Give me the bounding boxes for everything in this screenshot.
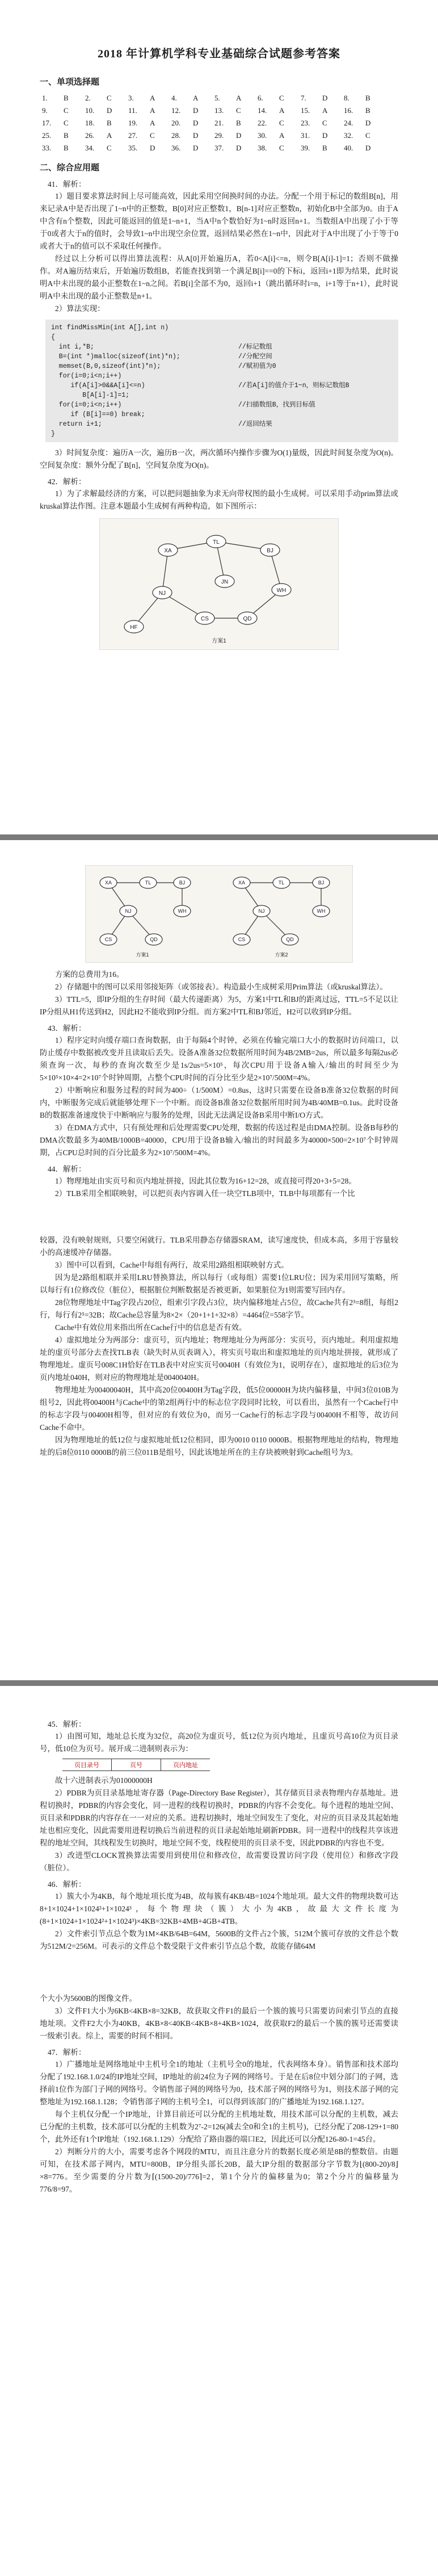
- code-line: [51, 400, 393, 410]
- question-43-heading: 43．解析：: [48, 1024, 86, 1033]
- answer-choice: C: [322, 119, 327, 127]
- answer-number: 28.: [171, 131, 181, 140]
- code-text: for(i=0;i<n;i++): [51, 372, 122, 380]
- code-line: [51, 333, 393, 342]
- q46-paragraph: 个大小为5600B的图像文件。: [40, 1994, 137, 2003]
- answer-choice: D: [150, 144, 155, 152]
- q42-paragraph: 方案的总费用为16。: [55, 970, 124, 979]
- question-45-heading: 45．解析：: [48, 1720, 86, 1728]
- answer-number: 14.: [258, 106, 267, 115]
- answer-choice: A: [193, 94, 199, 102]
- answer-number: 1.: [42, 94, 48, 102]
- node-label: QD: [286, 937, 294, 942]
- q46-paragraph: 3）文件F1大小为6KB<4KB×8=32KB，故获取文件F1的最后一个簇的簇号只需要访问索引节点的直接地址项。文件F2大小为40KB，4KB×8<40KB<4KB×8+4KB×1024，故获取F2的最后一个簇的簇号还需要读一级索引表。综上，需要的时间不相同。: [40, 2007, 398, 2040]
- q47-paragraph: 1）广播地址是网络地址中主机号全1的地址（主机号全0的地址，代表网络本身）。销售部和技术部均分配了192.168.1.0/24的IP地址空间，IP地址的前24位为子网的网络号。于是在后8位中划分部门的子网，选择前1位作为部门子网的网络号。令销售部子网的网络号为0，技术部子网的网络号为1，则技术部子网的完整地址为192.168.1.128；令销售部子网的主机号全1，可以得到该部门的广播地址为192.168.1.127。: [40, 2060, 398, 2106]
- answer-choice: A: [279, 106, 285, 115]
- q42-paragraph: 2）存储题中的图可以采用邻接矩阵（或邻接表）。构造最小生成树采用Prim算法（或kruskal算法）。: [55, 983, 388, 991]
- q41-paragraph: 1）题目要求算法时间上尽可能高效，因此采用空间换时间的办法。分配一个用于标记的数组B[n]，用来记录A中是否出现了1~n中的正整数，B[0]对应正整数1，B[n-1]对应正整数n，初始化B中全部为0。由于A中含有n个整数，因此可能返回的值是1~n+1，当A中n个数恰好为1~n时返回n+1。当数组A中出现了小于等于0或者大于n的值时，会导致1~n中出现空余位置，返回结果必然在1~n中，因此对于A中出现了小于等于0或者大于n的值可以不采取任何操作。: [40, 192, 398, 250]
- answer-choice: D: [107, 106, 112, 115]
- answer-choice: B: [365, 106, 370, 115]
- page-3: [0, 1686, 438, 2576]
- q44-paragraph: 2）TLB采用全相联映射，可以把页表内容调入任一块空TLB项中，TLB中每项都有一个比: [55, 1189, 355, 1198]
- q41-paragraph: 经过以上分析可以得出算法流程：从A[0]开始遍历A，若0<A[i]<=n，则令B[A[i]-1]=1；否则不做操作。对A遍历结束后，开始遍历数组B，若能查找到第一个满足B[i]==0的下标i，返回i+1即为结果，此时说明A中未出现的最小正整数在1~n之间。若B[i]全部不为0，返回i+1（跳出循环时i=n，i+1等于n+1），此时说明A中未出现的最小正整数是n+1。: [40, 254, 398, 300]
- answer-number: 21.: [214, 119, 224, 127]
- code-text: B=(int *)malloc(sizeof(int)*n);: [51, 353, 180, 360]
- answer-choice: D: [322, 94, 328, 102]
- answer-choice: C: [107, 144, 112, 152]
- q44-paragraph: 因为是2路组相联并采用LRU替换算法，所以每行（或每组）需要1位LRU位；因为采用回写策略，所以每行有1位修改位（脏位），根据脏位判断数据是否被更新，如果脏位为1则需要写回内存。: [40, 1273, 398, 1294]
- code-comment: //标记数组: [238, 343, 272, 351]
- code-comment: //返回结果: [238, 421, 272, 428]
- answer-row: [42, 117, 387, 129]
- question-46-heading: 46．解析：: [48, 1880, 86, 1889]
- code-line: [51, 419, 393, 429]
- answer-choice: C: [64, 119, 69, 127]
- node-label: NJ: [125, 908, 132, 914]
- answer-choice: D: [193, 119, 199, 127]
- addr-field-label: 页目录号: [62, 1759, 112, 1771]
- q42-paragraph: 3）TTL=5，即IP分组的生存时间（最大传递距离）为5，方案1中TL和BJ的距离过远，TTL=5不足以让IP分组从H1传送到H2，因此H2不能收到IP分组。而方案2中TL和BJ邻近，H2可以收到IP分组。: [40, 995, 398, 1016]
- answer-choice: C: [236, 106, 241, 115]
- answer-row: [42, 92, 387, 104]
- answer-choice: B: [64, 94, 69, 102]
- figure-caption: 方案1: [212, 638, 226, 644]
- answer-number: 9.: [42, 106, 48, 115]
- answer-row: [42, 142, 387, 154]
- answer-choice: B: [107, 119, 112, 127]
- node-label: XA: [164, 548, 172, 554]
- node-label: JN: [221, 579, 229, 585]
- answer-choice: B: [365, 94, 370, 102]
- code-line: [51, 323, 393, 333]
- graph-plan-1: [99, 518, 339, 650]
- node-label: BJ: [267, 548, 273, 554]
- answer-number: 39.: [301, 144, 310, 152]
- answer-number: 33.: [42, 144, 52, 152]
- answer-number: 35.: [128, 144, 138, 152]
- code-comment: //若A[i]的值介于1~n，则标记数组B: [238, 382, 349, 389]
- answer-number: 8.: [344, 94, 349, 102]
- answer-number: 19.: [128, 119, 138, 127]
- q43-paragraph: 1）程序定时向缓存端口查询数据，由于每隔4个时钟，必须在传输完端口大小的数据时访问端口，以防止缓存中数据被改变并且读取后丢失。设备A准备32位数据所用时间为4B/2MB=2us，所以最多每隔2us必须查询一次，每秒的查询次数至少是1s/2us=5×10⁵，每次CPU用于设备A输入/输出的时间至少为5×10⁵×10×4=2×10⁷个时钟周期，占整个CPU时间的百分比至少是2×10⁷/500M=4%。: [40, 1036, 398, 1082]
- node-label: TL: [278, 880, 285, 886]
- answer-number: 15.: [301, 106, 310, 115]
- code-text: B[A[i]-1]=1;: [51, 392, 130, 399]
- answer-number: 40.: [344, 144, 353, 152]
- answer-choice: C: [150, 131, 155, 140]
- node-label: CS: [104, 937, 112, 942]
- code-line: [51, 362, 393, 371]
- answer-number: 10.: [85, 106, 95, 115]
- answer-number: 24.: [344, 119, 353, 127]
- answer-number: 17.: [42, 119, 52, 127]
- code-text: {: [51, 334, 55, 341]
- answer-choice: D: [322, 131, 328, 140]
- addr-field-label: 页内地址: [173, 1762, 198, 1769]
- q45-caption: 故十六进制表示为01000000H: [55, 1776, 153, 1785]
- q43-paragraph: 3）在DMA方式中，只有预处理和后处理需要CPU处理，数据的传送过程是由DMA控制。设备B每秒的DMA次数最多为40MB/1000B=40000，CPU用于设备B输入/输出的时间最多为40000×500=2×10⁷个时钟周期，占CPU总时间的百分比最多为2×10⁷/500M=4%。: [40, 1123, 398, 1157]
- section-heading-comprehensive: 二、综合应用题: [40, 163, 100, 173]
- q44-paragraph: 4）虚拟地址分为两部分：虚页号，页内地址；物理地址分为两部分：实页号，页内地址。利用虚拟地址的虚页号部分去查找TLB表（缺失时从页表调入），将实页号取出和虚拟地址的页内地址拼接，就形成了物理地址。虚页号008C1H恰好在TLB表中对应实页号0040H（有效位为1，说明存在），虚拟地址的后3位为页内地址040H，则对应的物理地址是0040040H。: [40, 1336, 398, 1382]
- answer-row: [42, 129, 387, 142]
- answer-choice: C: [279, 119, 284, 127]
- node-label: NJ: [158, 590, 166, 597]
- node-label: CS: [238, 937, 246, 942]
- answer-number: 29.: [214, 131, 224, 140]
- answer-number: 26.: [85, 131, 95, 140]
- answer-choice: A: [279, 131, 285, 140]
- answer-choice: D: [236, 131, 242, 140]
- answer-choice: C: [279, 94, 284, 102]
- answer-choice: D: [365, 119, 371, 127]
- answer-choice: D: [236, 144, 242, 152]
- answer-choice: C: [365, 131, 370, 140]
- node-label: BJ: [179, 880, 186, 886]
- answer-choice: A: [150, 119, 155, 127]
- node-label: TL: [213, 539, 220, 546]
- q44-paragraph: 1）物理地址由实页号和页内地址拼接，因此其位数为16+12=28，或直接可得20+3+5=28。: [55, 1177, 356, 1185]
- code-text: if(A[i]>0&&A[i]<=n): [51, 382, 145, 389]
- answer-number: 16.: [344, 106, 353, 115]
- answer-number: 23.: [301, 119, 310, 127]
- node-label: WH: [276, 588, 287, 594]
- answer-number: 7.: [301, 94, 306, 102]
- answer-choice: A: [236, 94, 242, 102]
- answer-choice: C: [107, 94, 112, 102]
- code-text: for(i=0;i<n;i++): [51, 401, 122, 409]
- answer-choice: B: [64, 144, 69, 152]
- answer-choice: D: [193, 106, 199, 115]
- addr-field-label: 页号: [112, 1759, 161, 1771]
- answer-choice: A: [150, 94, 155, 102]
- figure-plan-1: [40, 518, 398, 650]
- q46-paragraph: 1）簇大小为4KB，每个地址项长度为4B，故每簇有4KB/4B=1024个地址项。最大文件的物理块数可达8+1×1024+1×1024²+1×1024³，每个物理块（簇）大小为4KB，故最大文件长度为(8+1×1024+1×1024²+1×1024³)×4KB=32KB+4MB+4GB+4TB。: [40, 1892, 398, 1925]
- code-comment: //扫描数组B，找到目标值: [238, 401, 315, 409]
- node-label: BJ: [318, 880, 325, 886]
- figure-caption: 方案1: [136, 952, 149, 958]
- answer-choice: A: [322, 106, 328, 115]
- node-label: TL: [145, 880, 151, 886]
- answer-number: 11.: [128, 106, 137, 115]
- answer-number: 22.: [258, 119, 267, 127]
- answer-number: 32.: [344, 131, 353, 140]
- graph-plan-2: [85, 865, 353, 963]
- q44-paragraph: Cache中有效位用来指出所在Cache行中的信息是否有效。: [55, 1323, 247, 1332]
- code-line: [51, 429, 393, 439]
- answer-number: 13.: [214, 106, 224, 115]
- answer-number: 27.: [128, 131, 138, 140]
- question-41-heading: 41．解析：: [48, 180, 86, 188]
- q46-paragraph: 2）文件索引节点总个数为1M×4KB/64B=64M，5600B的文件占2个簇，512M个簇可存放的文件总个数为512M/2=256M。可表示的文件总个数受限于文件索引节点总个数，故能存储64M: [40, 1929, 398, 1950]
- answer-choice: C: [279, 144, 284, 152]
- code-text: }: [51, 430, 55, 438]
- answer-table: [42, 92, 387, 154]
- code-comment: //分配空间: [238, 353, 272, 360]
- page-2: [0, 840, 438, 1680]
- question-44-heading: 44．解析：: [48, 1165, 86, 1173]
- answer-number: 3.: [128, 94, 134, 102]
- code-text: return i+1;: [51, 421, 102, 428]
- answer-number: 18.: [85, 119, 95, 127]
- page-1: [0, 0, 438, 834]
- answer-choice: B: [236, 119, 241, 127]
- question-42-heading: 42．解析：: [48, 477, 86, 486]
- answer-number: 30.: [258, 131, 267, 140]
- answer-choice: B: [64, 131, 69, 140]
- answer-number: 38.: [258, 144, 267, 152]
- answer-number: 6.: [258, 94, 263, 102]
- answer-choice: D: [193, 131, 199, 140]
- address-format-diagram: [62, 1759, 398, 1771]
- q41-paragraph: 2）算法实现：: [55, 304, 105, 313]
- answer-choice: A: [150, 106, 155, 115]
- node-label: HF: [130, 624, 138, 631]
- node-label: CS: [201, 616, 209, 622]
- answer-number: 4.: [171, 94, 177, 102]
- q44-paragraph: 物理地址为00400040H，其中高20位00400H为Tag字段，低5位00000H为块内偏移量，中间3位010B为组号2，因此将00400H与Cache中的第2组两行中的标志位字段同时比较，可以看出，虽然有一个Cache行中的标志字段与00400H相等，但对应的有效位为0，而另一Cache行的标志字段与00400H不相等，故访问Cache不命中。: [40, 1386, 398, 1432]
- q44-paragraph: 3）图中可以看到，Cache中每组有两行，故采用2路组相联映射方式。: [55, 1261, 289, 1269]
- node-label: XA: [238, 880, 246, 886]
- answer-number: 12.: [171, 106, 181, 115]
- answer-row: [42, 104, 387, 117]
- code-line: [51, 381, 393, 391]
- node-label: NJ: [258, 908, 265, 914]
- code-block: [45, 320, 398, 442]
- code-text: int i,*B;: [51, 343, 94, 351]
- q42-paragraph: 1）为了求解最经济的方案，可以把问题抽象为求无向带权图的最小生成树。可以采用手动prim算法或kruskal算法作图。注意本题最小生成树有两种构造，如下图所示：: [40, 489, 398, 510]
- answer-number: 31.: [301, 131, 310, 140]
- document-title: 2018 年计算机学科专业基础综合试题参考答案: [98, 48, 340, 60]
- section-heading-choice: 一、单项选择题: [40, 78, 100, 87]
- answer-choice: A: [107, 131, 112, 140]
- code-line: [51, 371, 393, 381]
- q45-paragraph: 1）由图可知，地址总长度为32位，高20位为虚页号，低12位为页内地址，且虚页号高10位为页目录号，低10位为页号。展开成二进制则表示为：: [40, 1732, 398, 1753]
- node-label: QD: [150, 937, 158, 942]
- q44-paragraph: 较器，没有映射规则，只要空闲就行。TLB采用静态存储器SRAM，读写速度快，但成本高，多用于容量较小的高速缓冲存储器。: [40, 1236, 398, 1257]
- answer-choice: B: [322, 144, 327, 152]
- q44-paragraph: 28位物理地址中Tag字段占20位，组索引字段占3位，块内偏移地址占5位，故Cache共有2³=8组，每组2行，每行有2⁵=32B；故Cache总容量为8×2×（20+1+1+32×8）=4464位=558字节。: [40, 1298, 398, 1319]
- q41-paragraph: 3）时间复杂度：遍历A一次，遍历B一次，两次循环内操作步骤为O(1)量级，因此时间复杂度为O(n)。空间复杂度：额外分配了B[n]，空间复杂度为O(n)。: [40, 448, 398, 469]
- figure-caption: 方案2: [275, 952, 288, 958]
- answer-number: 25.: [42, 131, 52, 140]
- node-label: WH: [317, 908, 326, 914]
- code-text: memset(B,0,sizeof(int)*n);: [51, 363, 161, 370]
- answer-choice: C: [64, 106, 69, 115]
- code-line: [51, 410, 393, 419]
- answer-number: 36.: [171, 144, 181, 152]
- answer-number: 34.: [85, 144, 95, 152]
- answer-number: 5.: [214, 94, 220, 102]
- code-line: [51, 342, 393, 352]
- code-line: [51, 391, 393, 400]
- q47-paragraph: 2）判断分片的大小，需要考虑各个网段的MTU，而且注意分片的数据长度必须是8B的整数倍。由题可知，在技术部子网内，MTU=800B，IP分组头部长20B，最大IP分组的数据部分字节数为⌊(800-20)/8⌋×8=776。至少需要的分片数为⌈(1500-20)/776⌉=2，第1个分片的偏移量为0；第2个分片的偏移量为776/8=97。: [40, 2147, 398, 2193]
- node-label: XA: [104, 880, 112, 886]
- q43-paragraph: 2）中断响应和服务过程的时间为400÷（1/500M）=0.8us，这时只需要在设备B准备32位数据的时间内，中断服务完成后就能够处理下一个中断。而设备B准备32位数据所用时间为4B/40MB=0.1us。此时设备B的数据准备速度快于中断响应与服务的处理，因此无法满足设备B采用中断I/O方式。: [40, 1086, 398, 1119]
- answer-choice: D: [365, 144, 371, 152]
- figure-plan-2: [40, 865, 398, 963]
- q45-paragraph: 3）改进型CLOCK置换算法需要用到使用位和修改位，故需要设置访问字段（使用位）和修改字段（脏位）。: [40, 1851, 398, 1872]
- answer-number: 20.: [171, 119, 181, 127]
- code-text: int findMissMin(int A[],int n): [51, 324, 169, 332]
- node-label: QD: [243, 616, 252, 622]
- answer-number: 37.: [214, 144, 224, 152]
- q45-paragraph: 2）PDBR为页目录基地址寄存器（Page-Directory Base Register），其存储页目录表物理内存基地址。进程切换时，PDBR的内容会变化，同一进程的线程切换时，PDBR的内容不会变化。每个进程的地址空间、页目录和PDBR的内容存在一一对应的关系。进程切换时，地址空间发生了变化，对应的页目录及其起始地址也相应变化，因此需要用进程切换后当前进程的页目录起始地址刷新PDBR。同一进程中的线程共享该进程的地址空间，其线程发生切换时，地址空间不变，线程使用的页目录不变，因此PDBR的内容也不变。: [40, 1789, 398, 1847]
- answer-choice: D: [193, 144, 199, 152]
- q47-paragraph: 每个主机仅分配一个IP地址，计算目前还可以分配的主机地址数，用技术部可以分配的主机数，减去已分配的主机数，技术部可以分配的主机数为2⁷-2=126(减去全0和全1的主机号)，已经分配了208-129+1=80个，此外还有1个IP地址（192.168.1.129）分配给了路由器的端口E2，因此还可以分配126-80-1=45台。: [40, 2110, 398, 2143]
- code-line: [51, 352, 393, 362]
- code-comment: //赋初值为0: [238, 363, 276, 370]
- question-47-heading: 47．解析：: [48, 2048, 86, 2057]
- node-label: WH: [178, 908, 187, 914]
- code-text: if (B[i]==0) break;: [51, 411, 145, 418]
- q44-paragraph: 因为物理地址的低12位与虚拟地址低12位相同，即为0010 0110 0000B。根据物理地址的结构，物理地址的后8位0110 0000B的前三位011B是组号，因此该地址所在的主存块被映射到Cache组号为3。: [40, 1436, 398, 1457]
- answer-number: 2.: [85, 94, 91, 102]
